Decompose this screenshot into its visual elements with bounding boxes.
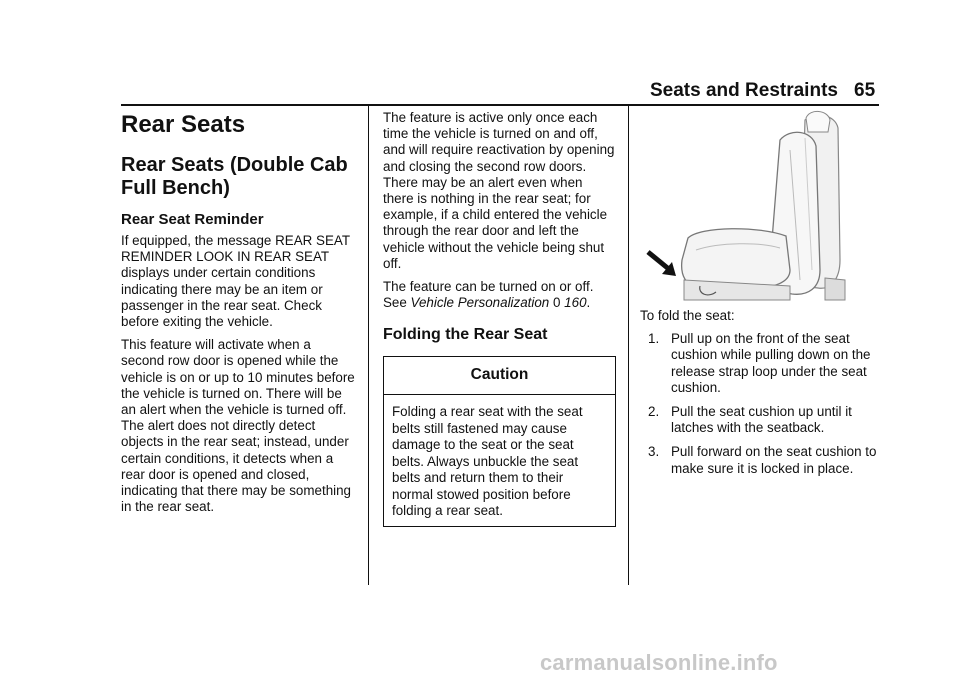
folding-heading: Folding the Rear Seat — [383, 326, 548, 344]
column-divider-1 — [368, 106, 369, 585]
reminder-heading: Rear Seat Reminder — [121, 211, 264, 228]
personalization-prefix: The feature can be turned on or off. See — [383, 279, 594, 311]
page-number: 65 — [854, 80, 876, 101]
step-text: Pull forward on the seat cushion to make sure it is locked in place. — [671, 444, 877, 476]
step-text: Pull up on the front of the seat cushion while pulling down on the release strap loop under the seat cushion. — [671, 331, 871, 395]
caution-title: Caution — [384, 357, 615, 395]
column-2 — [383, 110, 616, 527]
page-ref-number[interactable]: 160 — [564, 295, 587, 311]
fold-steps — [640, 331, 880, 477]
step-number: 2. — [648, 404, 660, 420]
section-title: Rear Seats — [121, 111, 246, 138]
caution-box — [383, 356, 616, 527]
step-number: 1. — [648, 331, 660, 347]
step-text: Pull the seat cushion up until it latches with the seatback. — [671, 404, 852, 436]
personalization-suffix: . — [586, 295, 591, 311]
caution-text: Folding a rear seat with the seat belts still fastened may cause damage to the seat or the seat belts. Always unbuckle the seat belts and return them to their normal stowed position before folding a rear seat. — [392, 404, 583, 519]
column-1 — [121, 110, 357, 522]
subsection-title: Rear Seats (Double Cab Full Bench) — [121, 154, 348, 199]
watermark: carmanualsonline.info — [540, 650, 778, 675]
fold-step — [640, 444, 880, 476]
header-rule — [121, 104, 879, 106]
fold-step — [640, 404, 880, 436]
column-divider-2 — [628, 106, 629, 585]
rear-seat-illustration — [640, 110, 880, 302]
feature-paragraph: The feature is active only once each time the vehicle is turned on and off, and will require reactivation by opening and closing the second row doors. There may be an alert even when there is nothing in the rear seat; for example, if a child entered the vehicle through the rear door and left the vehicle without the vehicle being shut off. — [383, 110, 615, 271]
reminder-paragraph-2: This feature will activate when a second row door is opened while the vehicle is on or up to 10 minutes before the vehicle is turned on. There will be an alert when the vehicle is turned off. The alert does not directly detect objects in the rear seat; instead, under certain conditions, it detects when a rear door is opened and closed, indicating that there may be something in the rear seat. — [121, 337, 355, 515]
page-ref-icon: 0 — [552, 295, 561, 311]
column-3 — [640, 308, 880, 485]
fold-intro: To fold the seat: — [640, 308, 735, 323]
personalization-paragraph — [383, 279, 616, 311]
pointer-arrow-icon — [648, 252, 676, 276]
reminder-paragraph-1: If equipped, the message REAR SEAT REMINDER LOOK IN REAR SEAT displays under certain conditions indicating there may be an item or passenger in the rear seat. Check before exiting the vehicle. — [121, 233, 350, 330]
step-number: 3. — [648, 444, 660, 460]
vehicle-personalization-link[interactable]: Vehicle Personalization — [410, 295, 550, 311]
section-header: Seats and Restraints — [650, 80, 838, 101]
fold-step — [640, 331, 880, 396]
